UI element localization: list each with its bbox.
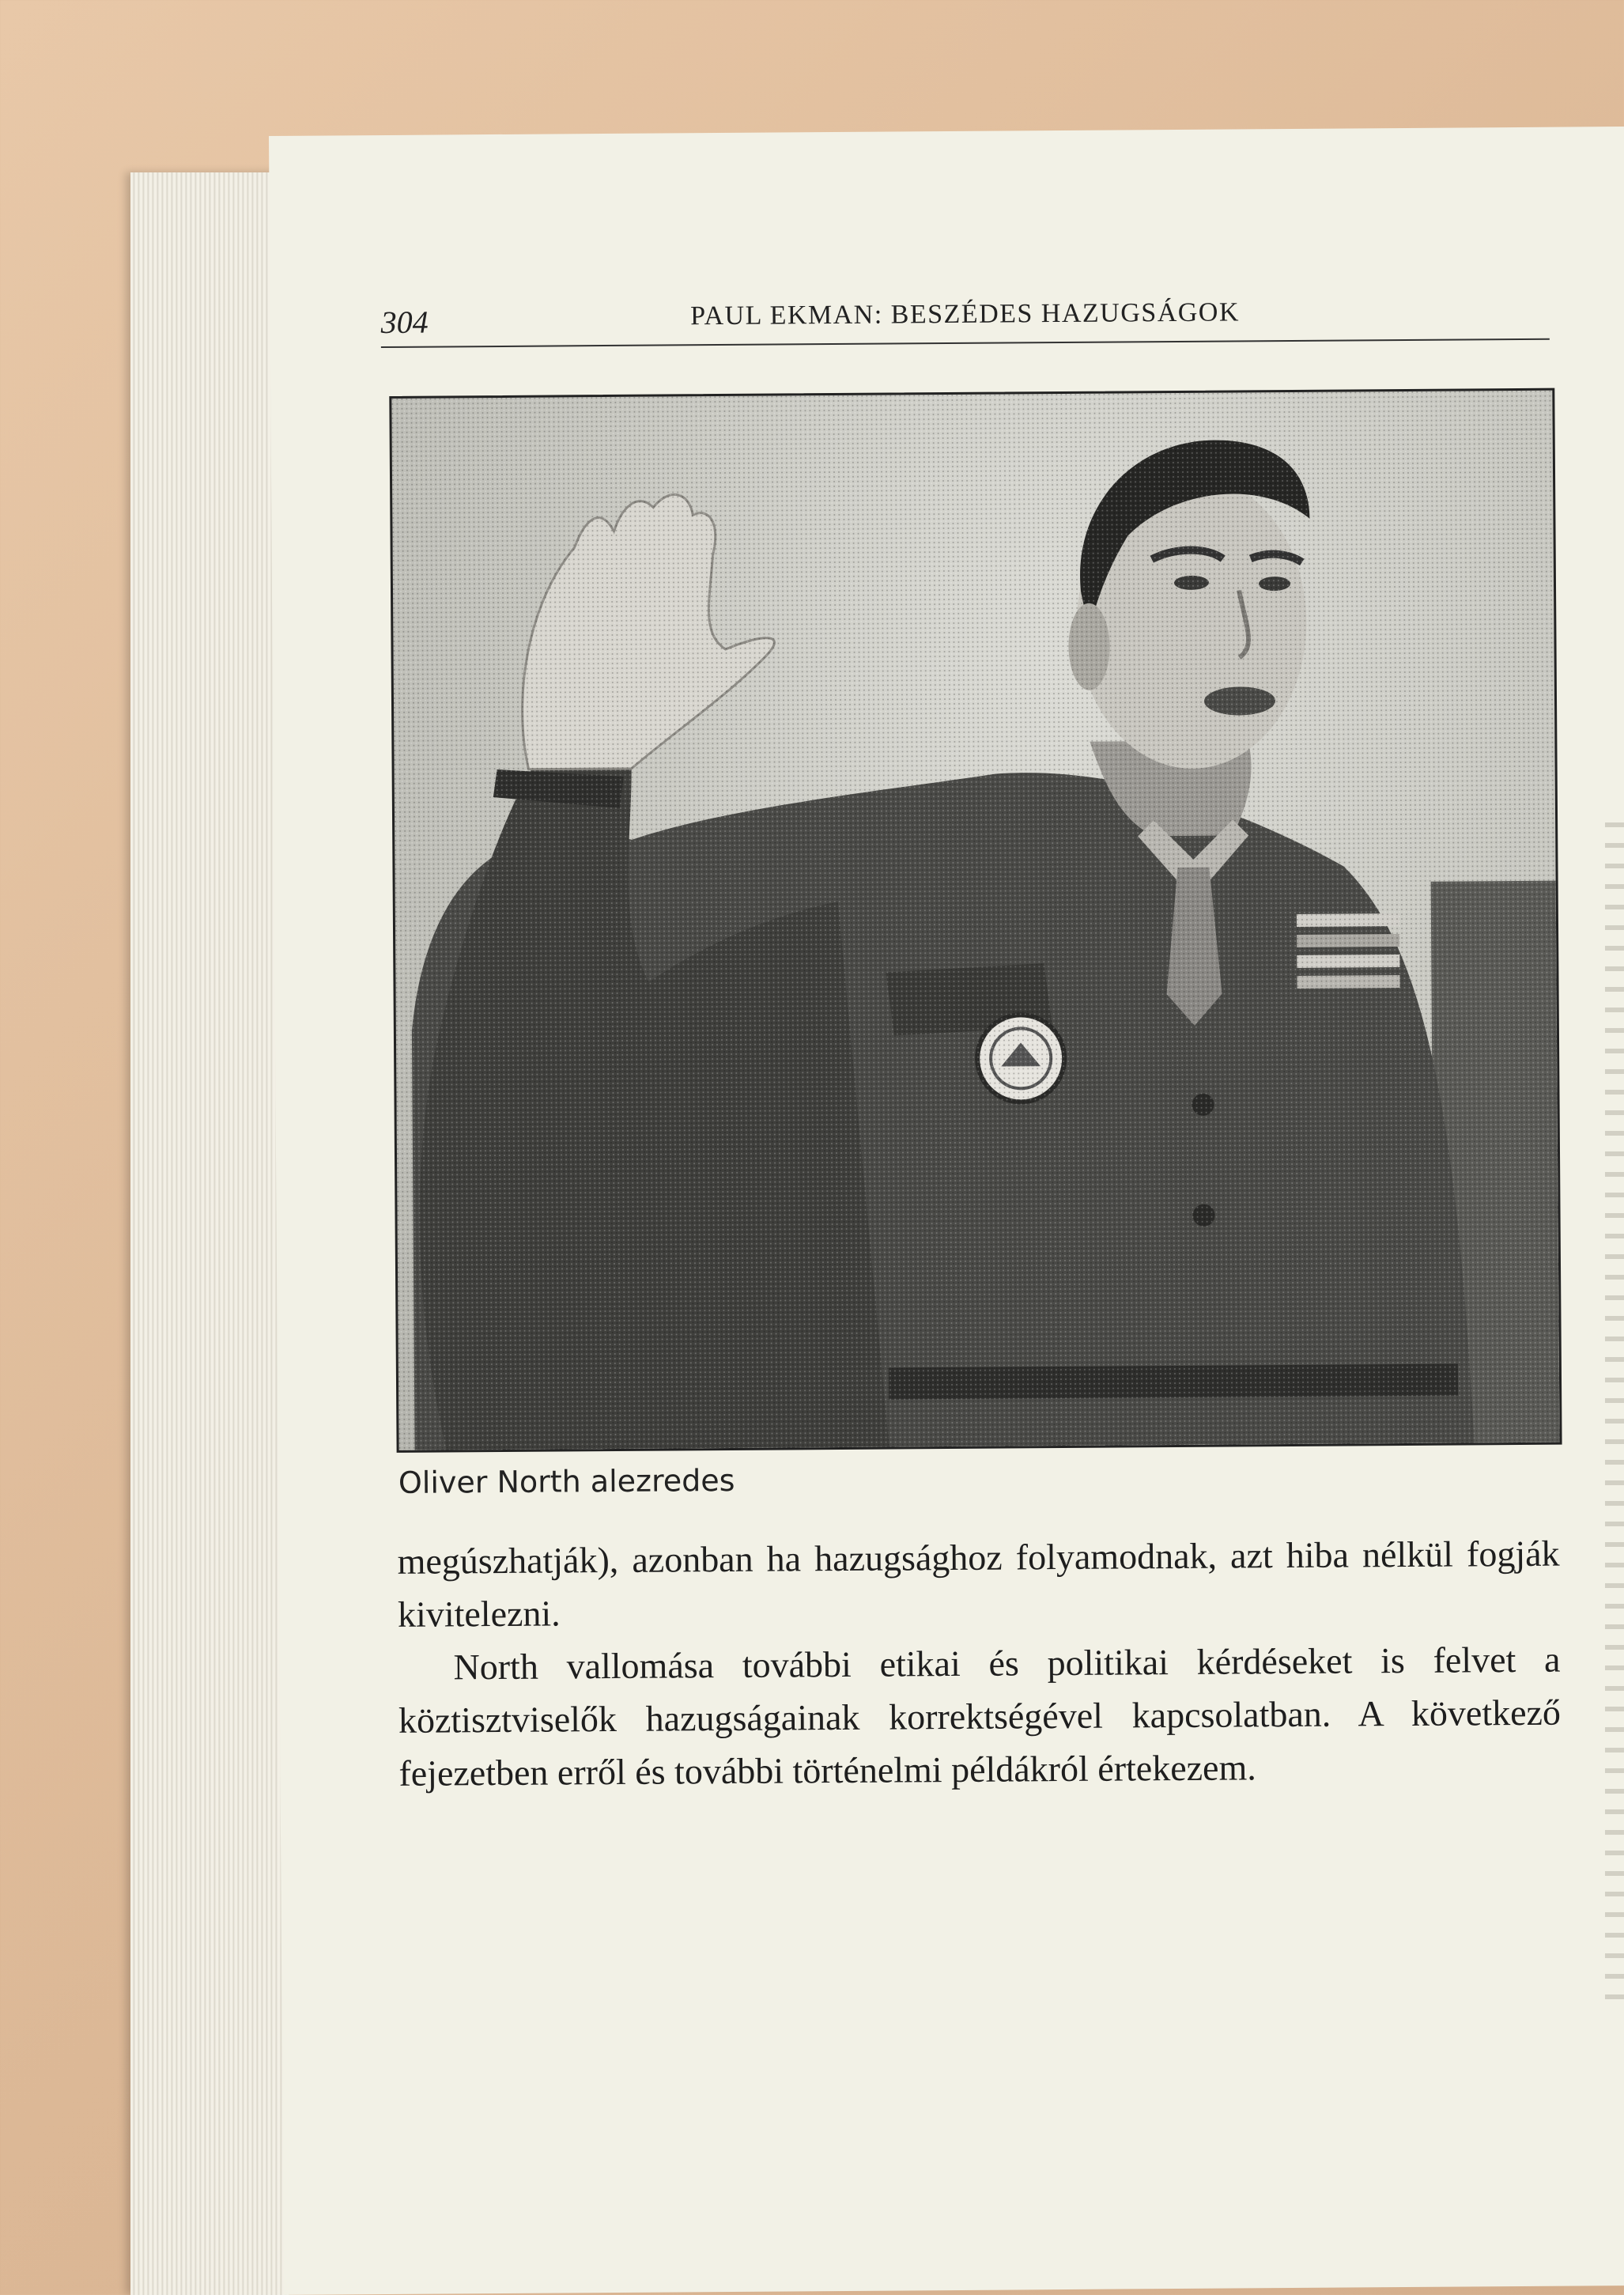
book-page [269,127,1624,2295]
body-paragraph: megúszhatják), azonban ha hazugsághoz folyamodnak, azt hiba nélkül fogják kivitelezni. [397,1533,1560,1635]
body-text [397,1527,1561,1800]
portrait-photo [389,388,1562,1453]
page-header [380,289,1549,348]
running-head: PAUL EKMAN: BESZÉDES HAZUGSÁGOK [690,297,1241,331]
book-page-edges [130,172,289,2295]
next-page-bleed [1605,822,1624,2009]
page-number: 304 [380,304,429,341]
portrait-photo-icon [391,391,1559,1450]
photo-caption: Oliver North alezredes [398,1462,735,1500]
body-paragraph: North vallomása további etikai és politikai kérdéseket is felvet a köztisztviselők hazugságainak korrektségével kapcsolatban. A következő fejezetben erről és további történelmi példákról értekezem. [398,1639,1562,1794]
